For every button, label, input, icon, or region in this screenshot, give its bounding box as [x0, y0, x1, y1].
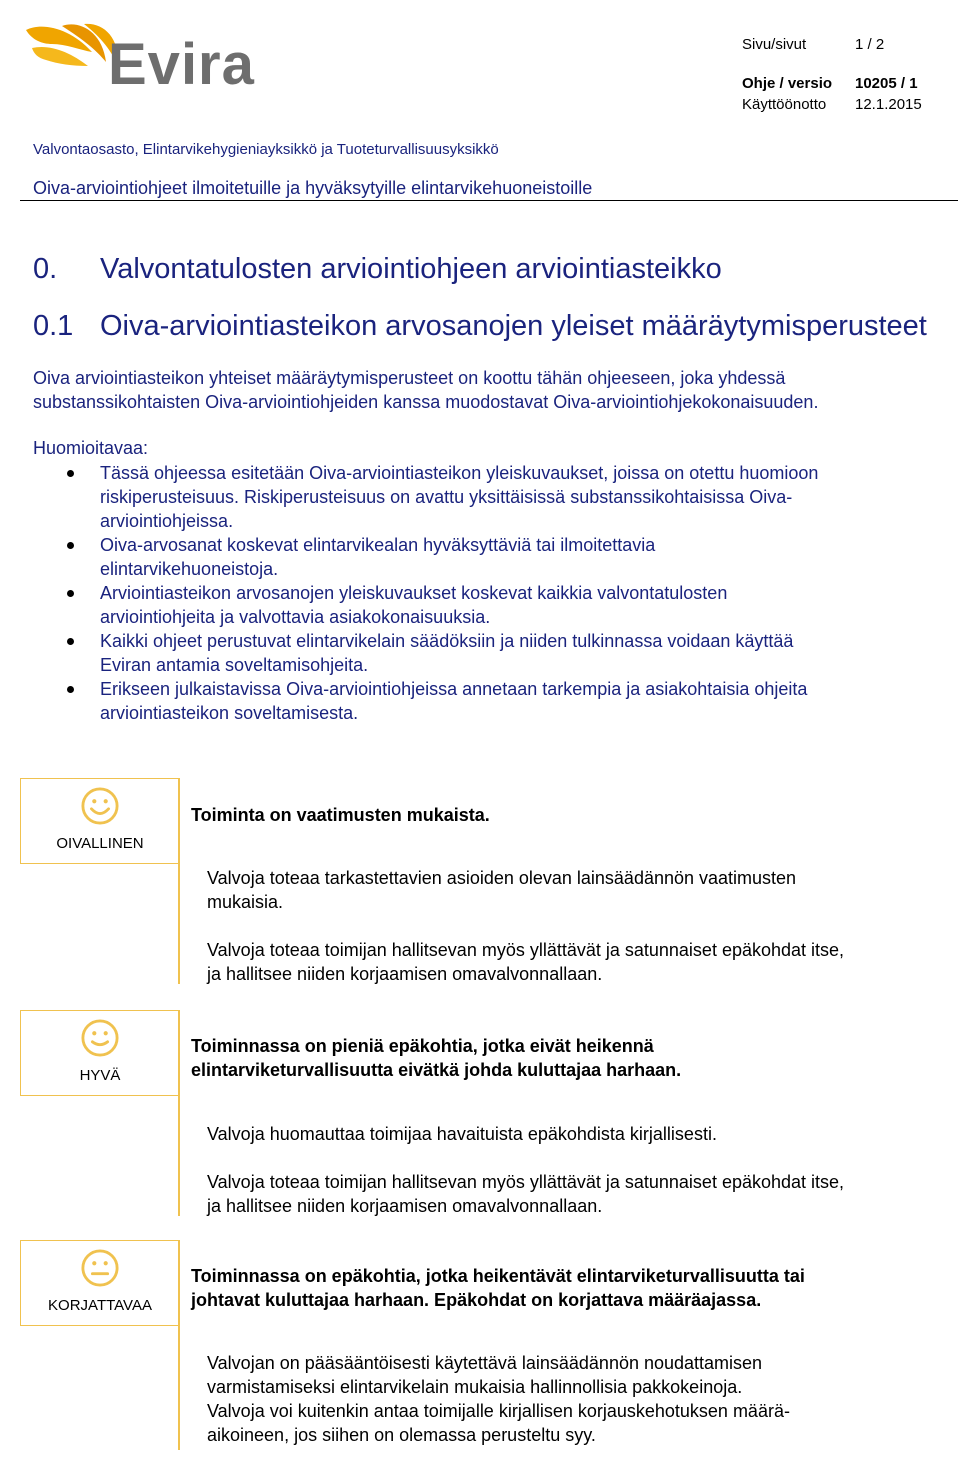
rating-title-line: johtavat kuluttajaa harhaan. Epäkohdat on korjattava määräajassa. [191, 1290, 762, 1310]
rating-title-line: Toiminnassa on epäkohtia, jotka heikentävät elintarviketurvallisuutta tai [191, 1266, 805, 1286]
rating-box-hyva [20, 1010, 180, 1096]
list-item-line: elintarvikehuoneistoja. [100, 559, 279, 579]
bullet-icon [67, 542, 74, 549]
rating-title [191, 1264, 805, 1312]
rating-box-korjattavaa [20, 1240, 180, 1326]
intro-paragraph [33, 366, 818, 414]
page-value: 1 / 2 [855, 36, 885, 53]
list-item-line: Oiva-arvosanat koskevat elintarvikealan hyväksyttäviä tai ilmoitettavia [100, 535, 656, 555]
bullet-icon [67, 638, 74, 645]
rating-description [207, 1122, 952, 1218]
bullet-icon [67, 470, 74, 477]
rating-title: Toiminta on vaatimusten mukaista. [191, 805, 490, 825]
logo-text: Evira [108, 32, 255, 97]
list-item [100, 677, 950, 725]
subsection-number: 0.1 [33, 310, 74, 342]
document-title: Oiva-arviointiohjeet ilmoitetuille ja hyväksytyille elintarvikehuoneistoille [33, 178, 593, 198]
rating-title [191, 1034, 681, 1082]
description-line: varmistamiseksi elintarvikelain mukaisia hallinnollisia pakkokeinoja. [207, 1377, 743, 1397]
smiley-happy-icon [81, 787, 119, 825]
description-line: Valvoja toteaa toimijan hallitsevan myös yllättävät ja satunnaiset epäkohdat itse, [207, 1172, 845, 1192]
header-divider [20, 200, 958, 201]
smiley-neutral-icon [81, 1249, 119, 1287]
description-line: mukaisia. [207, 892, 284, 912]
list-item [100, 461, 950, 533]
list-item [100, 533, 950, 581]
list-item-line: Kaikki ohjeet perustuvat elintarvikelain säädöksiin ja niiden tulkinnassa voidaan käyttää [100, 631, 794, 651]
list-item-line: Tässä ohjeessa esitetään Oiva-arviointiasteikon yleiskuvaukset, joissa on otettu huomioon [100, 463, 819, 483]
intro-line: Oiva arviointiasteikon yhteiset määräytymisperusteet on koottu tähän ohjeeseen, joka yhdessä [33, 368, 786, 388]
list-item-line: Erikseen julkaistavissa Oiva-arviointiohjeissa annetaan tarkempia ja asiakohtaisia ohjeita [100, 679, 808, 699]
bullet-icon [67, 590, 74, 597]
butterfly-mark-icon [26, 24, 118, 66]
section-title: Valvontatulosten arviointiohjeen arviointiasteikko [100, 253, 722, 285]
rating-divider [178, 1240, 180, 1450]
rating-label: HYVÄ [79, 1067, 121, 1084]
description-line: Valvoja toteaa toimijan hallitsevan myös yllättävät ja satunnaiset epäkohdat itse, [207, 940, 845, 960]
note-list [100, 461, 950, 725]
rating-divider [178, 1010, 180, 1216]
description-line: Valvoja huomauttaa toimijaa havaituista epäkohdista kirjallisesti. [207, 1124, 717, 1144]
version-label: Ohje / versio [742, 75, 833, 92]
date-label: Käyttöönotto [742, 96, 827, 113]
list-item-line: arviointiohjeissa. [100, 511, 234, 531]
list-item-line: Arviointiasteikon arvosanojen yleiskuvaukset koskevat kaikkia valvontatulosten [100, 583, 728, 603]
description-line: Valvojan on pääsääntöisesti käytettävä lainsäädännön noudattamisen [207, 1353, 763, 1373]
description-line: ja hallitsee niiden korjaamisen omavalvonnallaan. [207, 1196, 603, 1216]
section-number: 0. [33, 253, 58, 285]
description-line: Valvoja toteaa tarkastettavien asioiden olevan lainsäädännön vaatimusten [207, 868, 797, 888]
rating-title-line: elintarviketurvallisuutta eivätkä johda kuluttajaa harhaan. [191, 1060, 682, 1080]
rating-box-oivallinen [20, 778, 180, 864]
rating-title-line: Toiminnassa on pieniä epäkohtia, jotka eivät heikennä [191, 1036, 654, 1056]
smiley-happy-icon [81, 1019, 119, 1057]
rating-label: OIVALLINEN [56, 835, 144, 852]
list-item-line: arviointiasteikon soveltamisesta. [100, 703, 359, 723]
subsection-title: Oiva-arviointiasteikon arvosanojen yleiset määräytymisperusteet [100, 310, 927, 342]
list-item [100, 629, 950, 677]
rating-description [207, 866, 952, 986]
rating-label: KORJATTAVAA [48, 1297, 152, 1314]
bullet-icon [67, 686, 74, 693]
version-value: 10205 / 1 [855, 75, 918, 92]
rating-divider [178, 778, 180, 984]
note-heading: Huomioitavaa: [33, 438, 149, 458]
department: Valvontaosasto, Elintarvikehygieniayksikkö ja Tuoteturvallisuusyksikkö [33, 141, 499, 158]
description-line: aikoineen, jos siihen on olemassa perusteltu syy. [207, 1425, 596, 1445]
description-line: Valvoja voi kuitenkin antaa toimijalle kirjallisen korjauskehotuksen määrä- [207, 1401, 790, 1421]
list-item-line: arviointiohjeita ja valvottavia asiakokonaisuuksia. [100, 607, 491, 627]
intro-line: substanssikohtaisten Oiva-arviointiohjeiden kanssa muodostavat Oiva-arviointiohjekokonaisuuden. [33, 392, 819, 412]
rating-description [207, 1351, 952, 1447]
list-item-line: Eviran antamia soveltamisohjeita. [100, 655, 369, 675]
page-label: Sivu/sivut [742, 36, 807, 53]
date-value: 12.1.2015 [855, 96, 922, 113]
list-item-line: riskiperusteisuus. Riskiperusteisuus on avattu yksittäisissä substanssikohtaisissa Oiva- [100, 487, 793, 507]
list-item [100, 581, 950, 629]
description-line: ja hallitsee niiden korjaamisen omavalvonnallaan. [207, 964, 603, 984]
